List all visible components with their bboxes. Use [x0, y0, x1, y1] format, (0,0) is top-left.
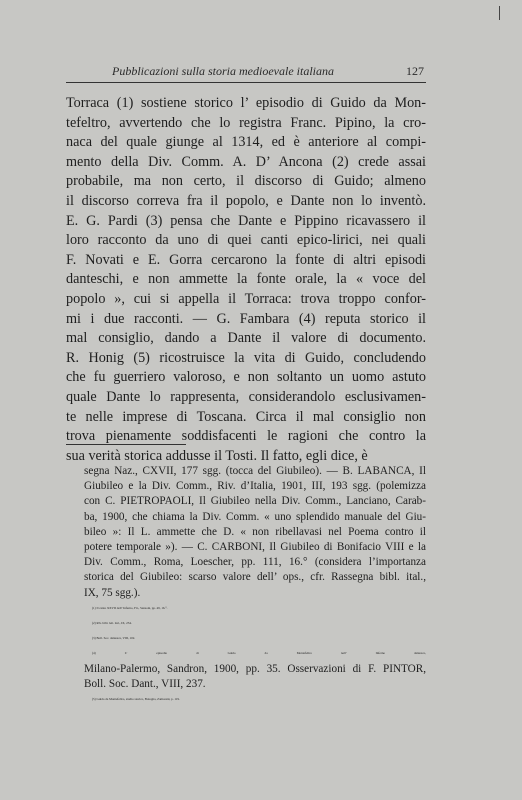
body-line: probabile, ma non certo, il discorso di Guido; almeno — [66, 173, 426, 190]
body-line: F. Novati e E. Gorra cercarono la fonte di altri episodi — [66, 251, 426, 268]
body-line: tefeltro, avvertendo che lo registra Franc. Pipino, la cro- — [66, 114, 426, 131]
body-line: te nelle imprese di Toscana. Circa il mal consiglio non — [66, 408, 426, 425]
footnote-5: (5) Guido da Montefeltro, studio storico, Bologna, Zamorani, p. 119. — [92, 697, 180, 702]
footnote-3: (3) Boll. Soc. dantesca, VIII, 102. — [92, 636, 136, 641]
footnote-2: (2) Riv. bibl. lett. ital., IX, 234. — [92, 621, 132, 626]
footnote-line: ba, 1900, che chiama la Div. Comm. « uno splendido manuale del Giu- — [84, 510, 426, 523]
footnotes — [84, 464, 426, 707]
body-line: popolo », cui si appella il Torraca: trova troppo confor- — [66, 290, 426, 307]
header-rule — [66, 82, 426, 83]
footnote-line: con C. PIETROPAOLI, Il Giubileo nella Div. Comm., Lanciano, Carab- — [84, 495, 426, 508]
footnote-1: (1) Il canto XXVII dell’ Inferno, Fir., Sansoni, pp. 49, 16.°. — [92, 605, 168, 610]
footnote-line: bileo »: Il L. ammette che D. « non ribellavasi nel Poema contro il — [84, 525, 426, 538]
footnote-line: Div. Comm., Roma, Loescher, pp. 111, 16.° (considera l’importanza — [84, 556, 426, 569]
body-line: che fu guerriero valoroso, e non soltanto un uomo astuto — [66, 369, 426, 386]
body-line: naca del quale giunge al 1314, ed è anteriore al compi- — [66, 134, 426, 151]
footnote-line: potere temporale »). — C. CARBONI, Il Giubileo di Bonifacio VIII e la — [84, 541, 426, 554]
body-line: R. Honig (5) ricostruisce la vita di Guido, concludendo — [66, 349, 426, 366]
body-line: loro racconto da uno di quei canti epico-lirici, nei quali — [66, 232, 426, 249]
footnote-4-cont: Milano-Palermo, Sandron, 1900, pp. 35. Osservazioni di F. PINTOR, — [84, 662, 426, 675]
margin-mark — [499, 6, 508, 20]
footnote-4: (4) L’ episodio di Guido da Montefeltro nell’ Inferno dantesco, — [92, 651, 426, 656]
footnote-line: storica del Giubileo: scarso valore dell’ ops., cfr. Rassegna bibl. ital., — [84, 571, 426, 584]
body-line: il discorso correva fra il popolo, e Dante non lo inventò. — [66, 192, 426, 209]
body-line: mal consiglio, dando a Dante il valore di documento. — [66, 330, 426, 347]
footnote-line: Giubileo e la Div. Comm., Riv. d’Italia, 1901, III, 193 sgg. (polemizza — [84, 480, 426, 493]
body-line: E. G. Pardi (3) pensa che Dante e Pippino ricavassero il — [66, 212, 426, 229]
page-number: 127 — [406, 64, 424, 78]
body-line: quale Dante lo rappresenta, considerandolo esclusivamen- — [66, 388, 426, 405]
body-line: mi i due racconti. — G. Fambara (4) reputa storico il — [66, 310, 426, 327]
footnote-line: IX, 75 sgg.). — [84, 586, 141, 599]
body-line: mento della Div. Comm. A. D’ Ancona (2) crede assai — [66, 153, 426, 170]
body-line: Torraca (1) sostiene storico l’ episodio di Guido da Mon- — [66, 95, 426, 111]
body-line: danteschi, e non ammette la fonte orale, la « voce del — [66, 271, 426, 288]
body-text — [66, 94, 426, 466]
footnote-line: segna Naz., CXVII, 177 sgg. (tocca del Giubileo). — B. LABANCA, Il — [84, 465, 426, 477]
footnote-rule — [66, 444, 186, 445]
running-title: Pubblicazioni sulla storia medioevale italiana — [112, 64, 334, 78]
running-header — [112, 64, 424, 79]
footnote-4-cont: Boll. Soc. Dant., VIII, 237. — [84, 677, 206, 690]
body-line: trova pienamente soddisfacenti le ragioni che contro la — [66, 428, 426, 445]
body-line: sua verità storica addusse il Tosti. Il fatto, egli dice, è — [66, 447, 368, 464]
